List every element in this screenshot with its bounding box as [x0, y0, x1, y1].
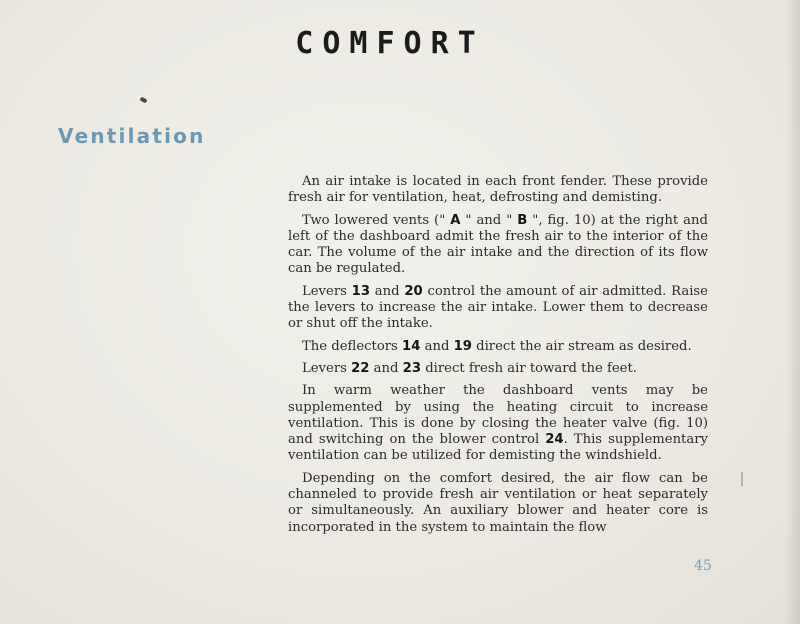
page-number: 45 [694, 558, 712, 574]
reference-number: 23 [402, 360, 421, 376]
reference-number: A [450, 212, 461, 228]
text-run: Levers [302, 283, 352, 299]
text-run: ", fig. 10) at the right and left of the dashboard admit the fresh air to the interior of the car. The volume of the air intake and the direction of its flow can be regulated. [288, 212, 708, 277]
paragraph [288, 361, 708, 377]
reference-number: B [517, 212, 528, 228]
reference-number: 13 [351, 283, 371, 299]
paragraph [288, 284, 708, 333]
text-run: direct fresh air toward the feet. [421, 360, 637, 376]
paper-mark [741, 472, 743, 486]
reference-number: 24 [545, 432, 564, 448]
text-run: " and " [460, 212, 518, 228]
text-run: and [420, 338, 454, 354]
text-run: and [370, 283, 405, 299]
page-title: COMFORT [295, 26, 485, 61]
reference-number: 14 [402, 338, 421, 354]
paragraph [288, 471, 708, 536]
ink-speck [139, 97, 147, 104]
text-run: An air intake is located in each front fender. These provide fresh air for ventilation, heat, defrosting and demisting. [288, 174, 708, 206]
text-run: . This supplementary ventilation can be utilized for demisting the windshield. [288, 432, 708, 464]
text-run: direct the air stream as desired. [471, 338, 692, 354]
text-run: Levers [302, 360, 352, 376]
text-run: In warm weather the dashboard vents may be supplemented by using the heating circuit to increase ventilation. This is done by closing the heater valve (fig. 10) and switching on the blower control [288, 383, 708, 448]
paragraph [288, 383, 708, 464]
text-run: Depending on the comfort desired, the air flow can be channeled to provide fresh air ventilation or heat separately or simultaneously. An auxiliary blower and heater core is incorporated in the system to maintain the flow [288, 470, 708, 535]
text-run: control the amount of air admitted. Raise the levers to increase the air intake. Lower them to decrease or shut off the intake. [288, 283, 708, 332]
reference-number: 22 [351, 360, 370, 376]
body-text [288, 174, 708, 542]
text-run: Two lowered vents (" [302, 212, 451, 228]
paragraph [288, 174, 708, 207]
paragraph [288, 339, 708, 355]
text-run: The deflectors [302, 338, 403, 354]
page-edge-shadow [786, 0, 800, 624]
text-run: and [369, 360, 403, 376]
reference-number: 20 [404, 283, 423, 299]
paragraph [288, 213, 708, 278]
reference-number: 19 [453, 338, 472, 354]
section-heading: Ventilation [58, 124, 206, 148]
